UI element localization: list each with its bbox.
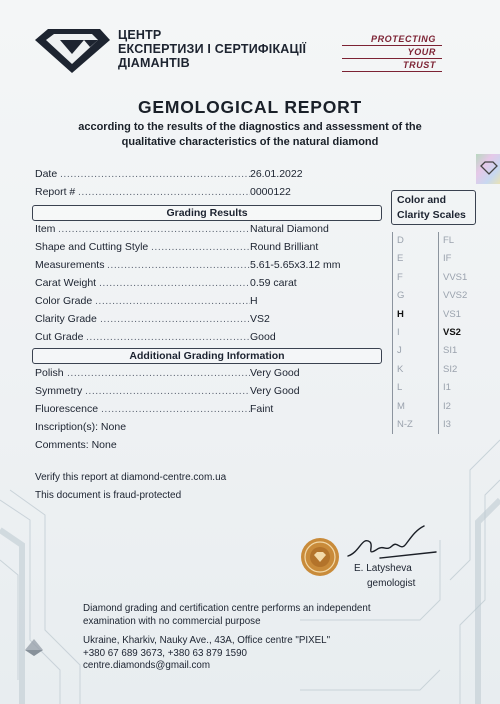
grading-value: 5.61-5.65x3.12 mm — [250, 259, 341, 271]
additional-row — [35, 385, 380, 401]
additional-info-header: Additional Grading Information — [32, 348, 382, 364]
brand-logo-diamond — [32, 26, 112, 76]
hologram-sticker — [476, 154, 500, 184]
corner-gem-icon — [22, 636, 46, 660]
color-scale-item: N-Z — [392, 416, 428, 434]
verify-site: diamond-centre.com.ua — [121, 472, 227, 483]
report-number-label: Report # — [35, 186, 76, 198]
clarity-scale-item: FL — [438, 232, 480, 250]
clarity-scale-item: VVS2 — [438, 287, 480, 305]
slogan: PROTECTING YOUR TRUST — [342, 34, 442, 73]
signer-role: gemologist — [367, 578, 416, 589]
color-scale-item: M — [392, 398, 428, 416]
clarity-scale-item: I2 — [438, 398, 480, 416]
grading-label: Clarity Grade — [35, 313, 97, 325]
clarity-scale-item: VVS1 — [438, 269, 480, 287]
comments-row — [35, 439, 380, 455]
grading-results-header: Grading Results — [32, 205, 382, 221]
color-scale-item: L — [392, 379, 428, 397]
grading-label: Measurements — [35, 259, 105, 271]
grading-value: VS2 — [250, 313, 270, 325]
additional-value: Very Good — [250, 367, 300, 379]
brand-name: ЦЕНТР ЕКСПЕРТИЗИ І СЕРТИФІКАЦІЇ ДІАМАНТІВ — [118, 28, 307, 70]
grading-value: Natural Diamond — [250, 223, 329, 235]
grading-row — [35, 295, 380, 311]
additional-label: Polish — [35, 367, 64, 379]
inscription-row — [35, 421, 380, 437]
additional-row — [35, 403, 380, 419]
report-subtitle: according to the results of the diagnostics and assessment of the qualitative characteristics of the natural diamond — [78, 121, 422, 148]
clarity-scale-item: SI2 — [438, 361, 480, 379]
color-scale-item: I — [392, 324, 428, 342]
report-title: GEMOLOGICAL REPORT — [137, 97, 363, 117]
grading-value: 0.59 carat — [250, 277, 297, 289]
verify-note: Verify this report at diamond-centre.com.ua — [35, 472, 227, 483]
color-scale-item: E — [392, 250, 428, 268]
additional-label: Symmetry — [35, 385, 83, 397]
clarity-scale-item: SI1 — [438, 342, 480, 360]
grading-label: Carat Weight — [35, 277, 97, 289]
report-number-row — [35, 186, 380, 202]
inscription-text: Inscription(s): None — [35, 421, 127, 433]
grading-row — [35, 223, 380, 239]
fraud-note: This document is fraud-protected — [35, 490, 182, 501]
comments-text: Comments: None — [35, 439, 117, 451]
grading-value: H — [250, 295, 258, 307]
scales-title: Color and Clarity Scales — [391, 190, 476, 225]
additional-label: Fluorescence — [35, 403, 99, 415]
color-scale-item: J — [392, 342, 428, 360]
grading-label: Cut Grade — [35, 331, 84, 343]
additional-value: Very Good — [250, 385, 300, 397]
gold-seal-icon — [300, 537, 340, 577]
additional-row — [35, 367, 380, 383]
grading-row — [35, 259, 380, 275]
color-scale-item: F — [392, 269, 428, 287]
report-number-value: 0000122 — [250, 186, 291, 198]
footer-disclaimer: Diamond grading and certification centre performs an independent examination with no commercial purpose — [83, 603, 371, 627]
date-value: 26.01.2022 — [250, 168, 303, 180]
clarity-scale — [438, 232, 480, 434]
date-label: Date — [35, 168, 58, 180]
grading-value: Good — [250, 331, 276, 343]
signature — [340, 522, 440, 564]
grading-row — [35, 313, 380, 329]
grading-row — [35, 277, 380, 293]
grading-label: Item — [35, 223, 56, 235]
footer-address: Ukraine, Kharkiv, Nauky Ave., 43A, Office centre "PIXEL" +380 67 689 3673, +380 63 879 1590 centre.diamonds@gmail.com — [83, 635, 331, 671]
signer-name: E. Latysheva — [354, 563, 412, 574]
grading-label: Color Grade — [35, 295, 93, 307]
grading-label: Shape and Cutting Style — [35, 241, 149, 253]
additional-value: Faint — [250, 403, 274, 415]
clarity-scale-item: VS1 — [438, 306, 480, 324]
contact-email: centre.diamonds@gmail.com — [83, 660, 211, 671]
clarity-scale-item: VS2 — [438, 324, 480, 342]
date-row — [35, 168, 380, 184]
color-scale-item: K — [392, 361, 428, 379]
color-scale-item: H — [392, 306, 428, 324]
clarity-scale-item: IF — [438, 250, 480, 268]
clarity-scale-item: I1 — [438, 379, 480, 397]
grading-row — [35, 241, 380, 257]
color-scale-item: D — [392, 232, 428, 250]
clarity-scale-item: I3 — [438, 416, 480, 434]
grading-row — [35, 331, 380, 347]
color-scale — [392, 232, 428, 434]
color-scale-item: G — [392, 287, 428, 305]
grading-value: Round Brilliant — [250, 241, 319, 253]
